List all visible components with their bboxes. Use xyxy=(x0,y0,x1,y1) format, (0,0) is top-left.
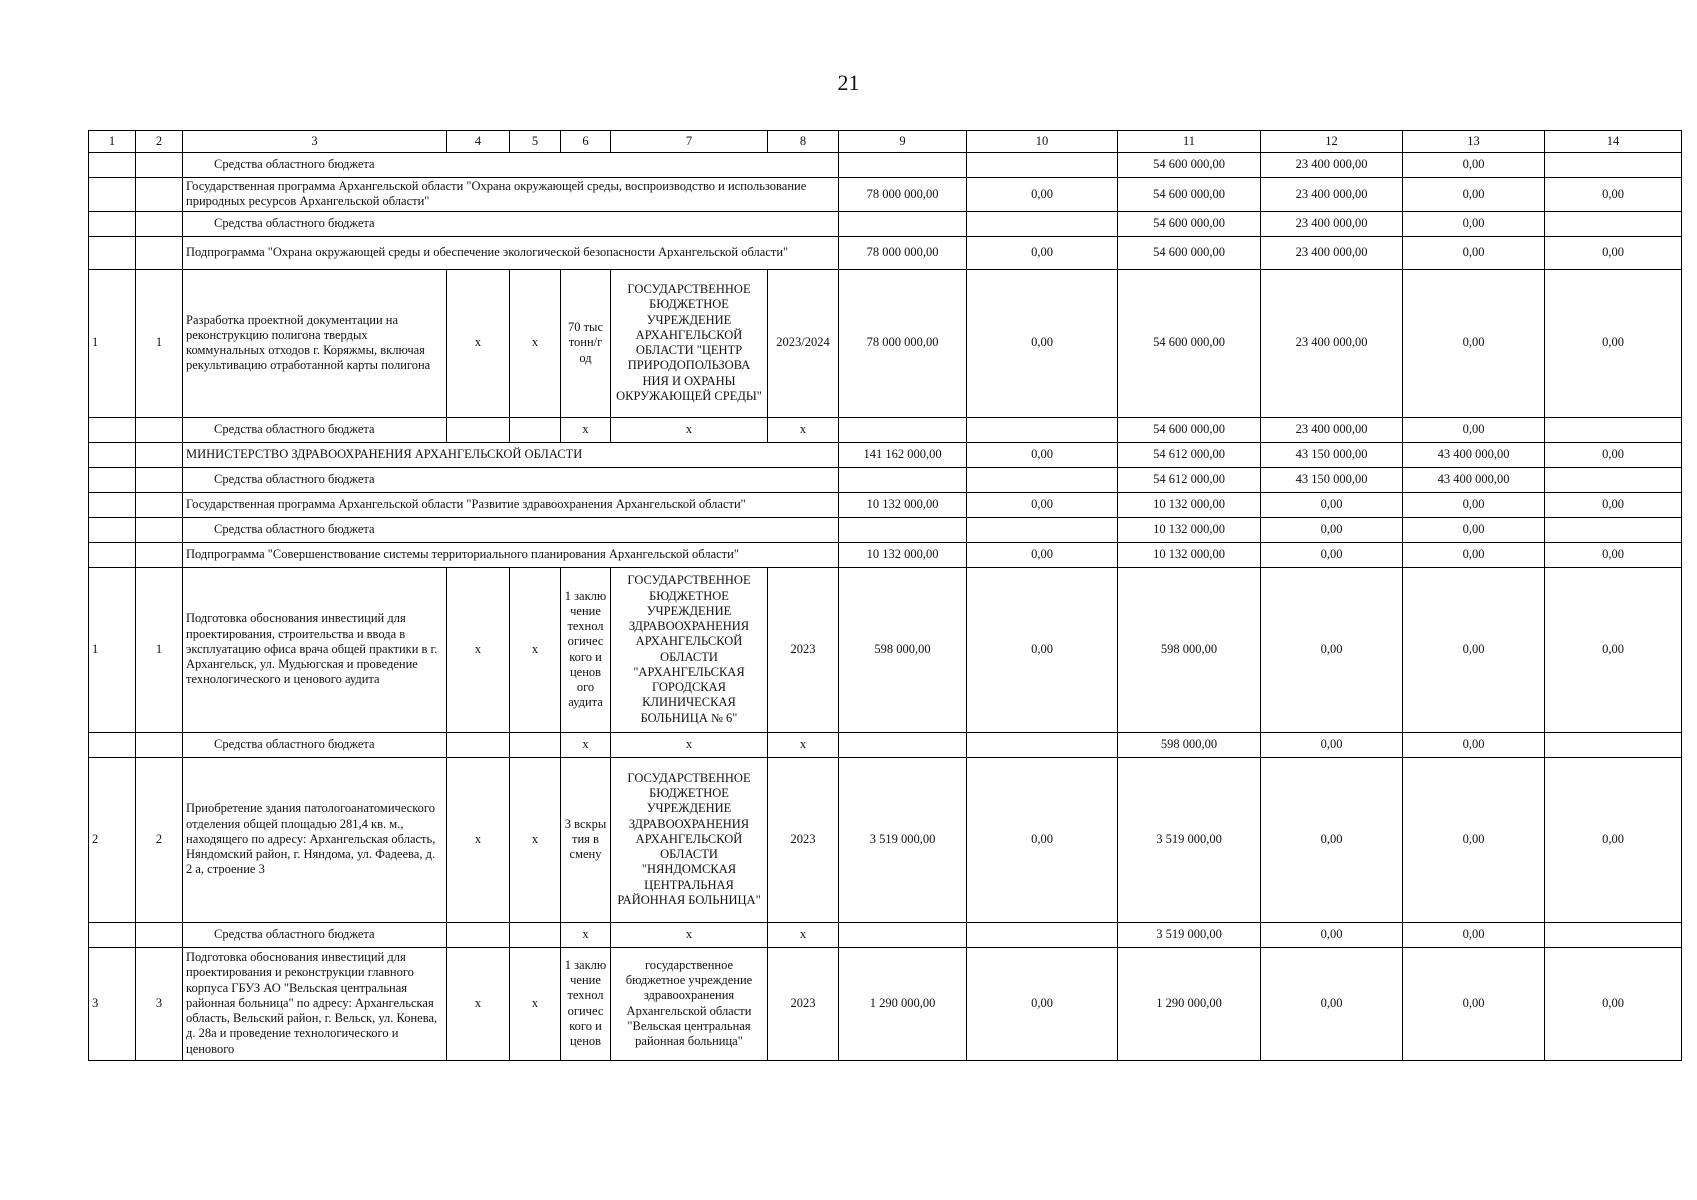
cell-amount-12: 43 150 000,00 xyxy=(1261,442,1403,467)
cell-program-name: Государственная программа Архангельской области "Охрана окружающей среды, воспроизводство и использование природных ресурсов Архангельской области" xyxy=(183,178,839,212)
cell-amount-10: 0,00 xyxy=(967,947,1118,1060)
cell-amount-14: 0,00 xyxy=(1545,492,1682,517)
table-row xyxy=(89,732,1682,757)
cell-program-name: МИНИСТЕРСТВО ЗДРАВООХРАНЕНИЯ АРХАНГЕЛЬСКОЙ ОБЛАСТИ xyxy=(183,442,839,467)
cell-sub-number: 2 xyxy=(136,757,183,922)
cell-amount-14: 0,00 xyxy=(1545,757,1682,922)
cell-empty xyxy=(136,236,183,269)
cell-fund-source: Средства областного бюджета xyxy=(183,211,839,236)
column-header: 13 xyxy=(1403,131,1545,153)
cell-empty xyxy=(89,542,136,567)
header-row xyxy=(89,131,1682,153)
table-row xyxy=(89,269,1682,417)
cell-amount-13: 0,00 xyxy=(1403,947,1545,1060)
column-header: 10 xyxy=(967,131,1118,153)
cell-amount-14 xyxy=(1545,417,1682,442)
cell-amount-9 xyxy=(839,467,967,492)
column-header: 6 xyxy=(561,131,611,153)
cell-empty xyxy=(89,211,136,236)
cell-amount-10 xyxy=(967,211,1118,236)
cell-empty xyxy=(447,732,510,757)
cell-amount-11: 598 000,00 xyxy=(1118,567,1261,732)
cell-sub-number: 1 xyxy=(136,269,183,417)
cell-amount-11: 10 132 000,00 xyxy=(1118,517,1261,542)
cell-empty xyxy=(89,467,136,492)
cell-row-number: 3 xyxy=(89,947,136,1060)
table-row xyxy=(89,922,1682,947)
cell-period: 2023 xyxy=(768,947,839,1060)
cell-empty xyxy=(136,922,183,947)
cell-amount-12: 0,00 xyxy=(1261,947,1403,1060)
cell-customer: ГОСУДАРСТВЕННОЕ БЮДЖЕТНОЕ УЧРЕЖДЕНИЕ АРХАНГЕЛЬСКОЙ ОБЛАСТИ "ЦЕНТР ПРИРОДОПОЛЬЗОВА НИЯ И ОХРАНЫ ОКРУЖАЮЩЕЙ СРЕДЫ" xyxy=(611,269,768,417)
cell-col-4: х xyxy=(447,567,510,732)
cell-amount-11: 10 132 000,00 xyxy=(1118,492,1261,517)
column-header: 7 xyxy=(611,131,768,153)
cell-col-5: х xyxy=(510,567,561,732)
cell-amount-13: 0,00 xyxy=(1403,732,1545,757)
cell-amount-10: 0,00 xyxy=(967,492,1118,517)
cell-empty xyxy=(89,492,136,517)
cell-amount-11: 3 519 000,00 xyxy=(1118,922,1261,947)
cell-amount-12: 0,00 xyxy=(1261,732,1403,757)
cell-object-name: Приобретение здания патологоанатомического отделения общей площадью 281,4 кв. м., находящего по адресу: Архангельская область, Няндомский район, г. Няндома, ул. Фадеева, д. 2 а, строение 3 xyxy=(183,757,447,922)
cell-empty xyxy=(136,417,183,442)
cell-col-4: х xyxy=(447,947,510,1060)
cell-period: 2023 xyxy=(768,757,839,922)
cell-amount-10: 0,00 xyxy=(967,567,1118,732)
cell-object-name: Подготовка обоснования инвестиций для проектирования и реконструкции главного корпуса ГБУЗ АО "Вельская центральная районная больница" по адресу: Архангельская область, Вельский район, г. Вельск, ул. Конева, д. 28а и проведение технологического и ценового xyxy=(183,947,447,1060)
cell-amount-11: 598 000,00 xyxy=(1118,732,1261,757)
column-header: 2 xyxy=(136,131,183,153)
table-row xyxy=(89,492,1682,517)
cell-amount-14: 0,00 xyxy=(1545,442,1682,467)
cell-amount-11: 10 132 000,00 xyxy=(1118,542,1261,567)
cell-fund-source: Средства областного бюджета xyxy=(183,153,839,178)
cell-period: 2023/2024 xyxy=(768,269,839,417)
cell-empty xyxy=(136,732,183,757)
cell-empty xyxy=(447,922,510,947)
cell-amount-13: 0,00 xyxy=(1403,757,1545,922)
cell-row-number: 2 xyxy=(89,757,136,922)
table-row xyxy=(89,442,1682,467)
cell-amount-9 xyxy=(839,211,967,236)
cell-amount-11: 54 600 000,00 xyxy=(1118,211,1261,236)
table-row xyxy=(89,757,1682,922)
cell-amount-12: 0,00 xyxy=(1261,757,1403,922)
cell-amount-14 xyxy=(1545,732,1682,757)
cell-empty xyxy=(89,442,136,467)
cell-fund-source: Средства областного бюджета xyxy=(183,517,839,542)
cell-sub-number: 1 xyxy=(136,567,183,732)
cell-fund-source: Средства областного бюджета xyxy=(183,922,447,947)
cell-amount-13: 0,00 xyxy=(1403,922,1545,947)
cell-amount-14: 0,00 xyxy=(1545,269,1682,417)
cell-amount-14 xyxy=(1545,517,1682,542)
column-header: 8 xyxy=(768,131,839,153)
cell-amount-9: 598 000,00 xyxy=(839,567,967,732)
cell-col-4: х xyxy=(447,757,510,922)
column-header: 5 xyxy=(510,131,561,153)
cell-amount-13: 43 400 000,00 xyxy=(1403,467,1545,492)
cell-empty xyxy=(89,236,136,269)
cell-empty xyxy=(136,442,183,467)
cell-amount-10 xyxy=(967,922,1118,947)
cell-amount-11: 54 600 000,00 xyxy=(1118,178,1261,212)
table-row xyxy=(89,417,1682,442)
cell-empty xyxy=(136,517,183,542)
column-header: 12 xyxy=(1261,131,1403,153)
cell-empty xyxy=(89,417,136,442)
cell-amount-14: 0,00 xyxy=(1545,567,1682,732)
cell-col-8: х xyxy=(768,922,839,947)
cell-period: 2023 xyxy=(768,567,839,732)
cell-col-6: х xyxy=(561,732,611,757)
cell-amount-10 xyxy=(967,467,1118,492)
cell-amount-10 xyxy=(967,732,1118,757)
cell-col-8: х xyxy=(768,417,839,442)
cell-fund-source: Средства областного бюджета xyxy=(183,732,447,757)
cell-col-7: х xyxy=(611,732,768,757)
cell-empty xyxy=(510,922,561,947)
cell-program-name: Подпрограмма "Совершенствование системы территориального планирования Архангельской области" xyxy=(183,542,839,567)
cell-program-name: Государственная программа Архангельской области "Развитие здравоохранения Архангельской области" xyxy=(183,492,839,517)
cell-amount-14: 0,00 xyxy=(1545,947,1682,1060)
cell-amount-14: 0,00 xyxy=(1545,178,1682,212)
column-header: 1 xyxy=(89,131,136,153)
cell-amount-12: 23 400 000,00 xyxy=(1261,153,1403,178)
cell-fund-source: Средства областного бюджета xyxy=(183,467,839,492)
cell-amount-13: 0,00 xyxy=(1403,153,1545,178)
cell-amount-9: 78 000 000,00 xyxy=(839,178,967,212)
cell-amount-13: 0,00 xyxy=(1403,517,1545,542)
table-row xyxy=(89,467,1682,492)
column-header: 3 xyxy=(183,131,447,153)
cell-amount-14 xyxy=(1545,922,1682,947)
cell-customer: ГОСУДАРСТВЕННОЕ БЮДЖЕТНОЕ УЧРЕЖДЕНИЕ ЗДРАВООХРАНЕНИЯ АРХАНГЕЛЬСКОЙ ОБЛАСТИ "НЯНДОМСКАЯ ЦЕНТРАЛЬНАЯ РАЙОННАЯ БОЛЬНИЦА" xyxy=(611,757,768,922)
cell-amount-13: 0,00 xyxy=(1403,211,1545,236)
cell-capacity: 1 заклю чение технол огичес кого и ценов xyxy=(561,947,611,1060)
cell-amount-12: 0,00 xyxy=(1261,922,1403,947)
cell-empty xyxy=(89,178,136,212)
column-header: 11 xyxy=(1118,131,1261,153)
cell-amount-10: 0,00 xyxy=(967,269,1118,417)
cell-amount-12: 43 150 000,00 xyxy=(1261,467,1403,492)
table-row xyxy=(89,947,1682,1060)
cell-col-7: х xyxy=(611,417,768,442)
budget-table xyxy=(88,130,1682,1061)
cell-amount-13: 0,00 xyxy=(1403,542,1545,567)
cell-capacity: 1 заклю чение технол огичес кого и ценов ого аудита xyxy=(561,567,611,732)
table-row xyxy=(89,153,1682,178)
cell-program-name: Подпрограмма "Охрана окружающей среды и обеспечение экологической безопасности Архангельской области" xyxy=(183,236,839,269)
cell-amount-9 xyxy=(839,517,967,542)
cell-amount-14 xyxy=(1545,153,1682,178)
cell-amount-9: 10 132 000,00 xyxy=(839,542,967,567)
cell-amount-12: 0,00 xyxy=(1261,567,1403,732)
cell-empty xyxy=(510,417,561,442)
cell-amount-12: 0,00 xyxy=(1261,517,1403,542)
cell-amount-11: 54 612 000,00 xyxy=(1118,442,1261,467)
column-header: 14 xyxy=(1545,131,1682,153)
cell-amount-13: 0,00 xyxy=(1403,567,1545,732)
cell-empty xyxy=(89,922,136,947)
cell-row-number: 1 xyxy=(89,567,136,732)
cell-col-5: х xyxy=(510,947,561,1060)
cell-amount-10 xyxy=(967,417,1118,442)
cell-col-5: х xyxy=(510,269,561,417)
cell-amount-12: 23 400 000,00 xyxy=(1261,211,1403,236)
cell-sub-number: 3 xyxy=(136,947,183,1060)
column-header: 9 xyxy=(839,131,967,153)
table-row xyxy=(89,178,1682,212)
cell-col-6: х xyxy=(561,417,611,442)
cell-amount-14 xyxy=(1545,211,1682,236)
cell-amount-14: 0,00 xyxy=(1545,542,1682,567)
cell-object-name: Разработка проектной документации на реконструкцию полигона твердых коммунальных отходов г. Коряжмы, включая рекультивацию отработанной карты полигона xyxy=(183,269,447,417)
cell-amount-11: 54 600 000,00 xyxy=(1118,417,1261,442)
cell-amount-10: 0,00 xyxy=(967,178,1118,212)
cell-empty xyxy=(89,153,136,178)
cell-amount-13: 0,00 xyxy=(1403,178,1545,212)
cell-amount-13: 0,00 xyxy=(1403,269,1545,417)
cell-fund-source: Средства областного бюджета xyxy=(183,417,447,442)
cell-amount-10: 0,00 xyxy=(967,542,1118,567)
cell-col-4: х xyxy=(447,269,510,417)
cell-amount-11: 1 290 000,00 xyxy=(1118,947,1261,1060)
table-row xyxy=(89,211,1682,236)
cell-capacity: 70 тыс тонн/г од xyxy=(561,269,611,417)
cell-amount-9 xyxy=(839,417,967,442)
cell-amount-9 xyxy=(839,153,967,178)
cell-amount-10: 0,00 xyxy=(967,236,1118,269)
cell-amount-10: 0,00 xyxy=(967,757,1118,922)
cell-empty xyxy=(136,211,183,236)
cell-customer: государственное бюджетное учреждение здравоохранения Архангельской области "Вельская центральная районная больница" xyxy=(611,947,768,1060)
cell-customer: ГОСУДАРСТВЕННОЕ БЮДЖЕТНОЕ УЧРЕЖДЕНИЕ ЗДРАВООХРАНЕНИЯ АРХАНГЕЛЬСКОЙ ОБЛАСТИ "АРХАНГЕЛЬСКАЯ ГОРОДСКАЯ КЛИНИЧЕСКАЯ БОЛЬНИЦА № 6" xyxy=(611,567,768,732)
cell-amount-10 xyxy=(967,153,1118,178)
cell-amount-10: 0,00 xyxy=(967,442,1118,467)
cell-amount-13: 0,00 xyxy=(1403,236,1545,269)
cell-capacity: 3 вскры тия в смену xyxy=(561,757,611,922)
cell-amount-12: 23 400 000,00 xyxy=(1261,417,1403,442)
cell-empty xyxy=(136,153,183,178)
cell-empty xyxy=(89,517,136,542)
cell-empty xyxy=(136,178,183,212)
cell-col-7: х xyxy=(611,922,768,947)
cell-amount-12: 23 400 000,00 xyxy=(1261,269,1403,417)
cell-amount-12: 23 400 000,00 xyxy=(1261,178,1403,212)
cell-amount-11: 54 600 000,00 xyxy=(1118,269,1261,417)
cell-empty xyxy=(136,542,183,567)
cell-amount-13: 0,00 xyxy=(1403,492,1545,517)
cell-col-8: х xyxy=(768,732,839,757)
cell-amount-9 xyxy=(839,732,967,757)
cell-col-5: х xyxy=(510,757,561,922)
cell-amount-9 xyxy=(839,922,967,947)
page-number: 21 xyxy=(837,70,860,95)
cell-empty xyxy=(510,732,561,757)
table-row xyxy=(89,542,1682,567)
table-row xyxy=(89,517,1682,542)
cell-amount-13: 43 400 000,00 xyxy=(1403,442,1545,467)
cell-empty xyxy=(89,732,136,757)
cell-object-name: Подготовка обоснования инвестиций для проектирования, строительства и ввода в эксплуатацию офиса врача общей практики в г. Архангельск, ул. Мудьюгская и проведение технологического и ценового аудита xyxy=(183,567,447,732)
cell-empty xyxy=(447,417,510,442)
cell-amount-11: 54 600 000,00 xyxy=(1118,153,1261,178)
cell-amount-12: 0,00 xyxy=(1261,542,1403,567)
cell-amount-11: 54 612 000,00 xyxy=(1118,467,1261,492)
cell-amount-9: 78 000 000,00 xyxy=(839,269,967,417)
cell-amount-9: 78 000 000,00 xyxy=(839,236,967,269)
cell-amount-14 xyxy=(1545,467,1682,492)
cell-amount-11: 3 519 000,00 xyxy=(1118,757,1261,922)
cell-amount-9: 3 519 000,00 xyxy=(839,757,967,922)
table-row xyxy=(89,236,1682,269)
table-row xyxy=(89,567,1682,732)
cell-amount-11: 54 600 000,00 xyxy=(1118,236,1261,269)
cell-row-number: 1 xyxy=(89,269,136,417)
cell-col-6: х xyxy=(561,922,611,947)
cell-amount-10 xyxy=(967,517,1118,542)
cell-amount-9: 141 162 000,00 xyxy=(839,442,967,467)
cell-amount-14: 0,00 xyxy=(1545,236,1682,269)
cell-empty xyxy=(136,492,183,517)
column-header: 4 xyxy=(447,131,510,153)
cell-amount-12: 23 400 000,00 xyxy=(1261,236,1403,269)
cell-amount-9: 1 290 000,00 xyxy=(839,947,967,1060)
cell-amount-12: 0,00 xyxy=(1261,492,1403,517)
cell-amount-9: 10 132 000,00 xyxy=(839,492,967,517)
cell-amount-13: 0,00 xyxy=(1403,417,1545,442)
cell-empty xyxy=(136,467,183,492)
